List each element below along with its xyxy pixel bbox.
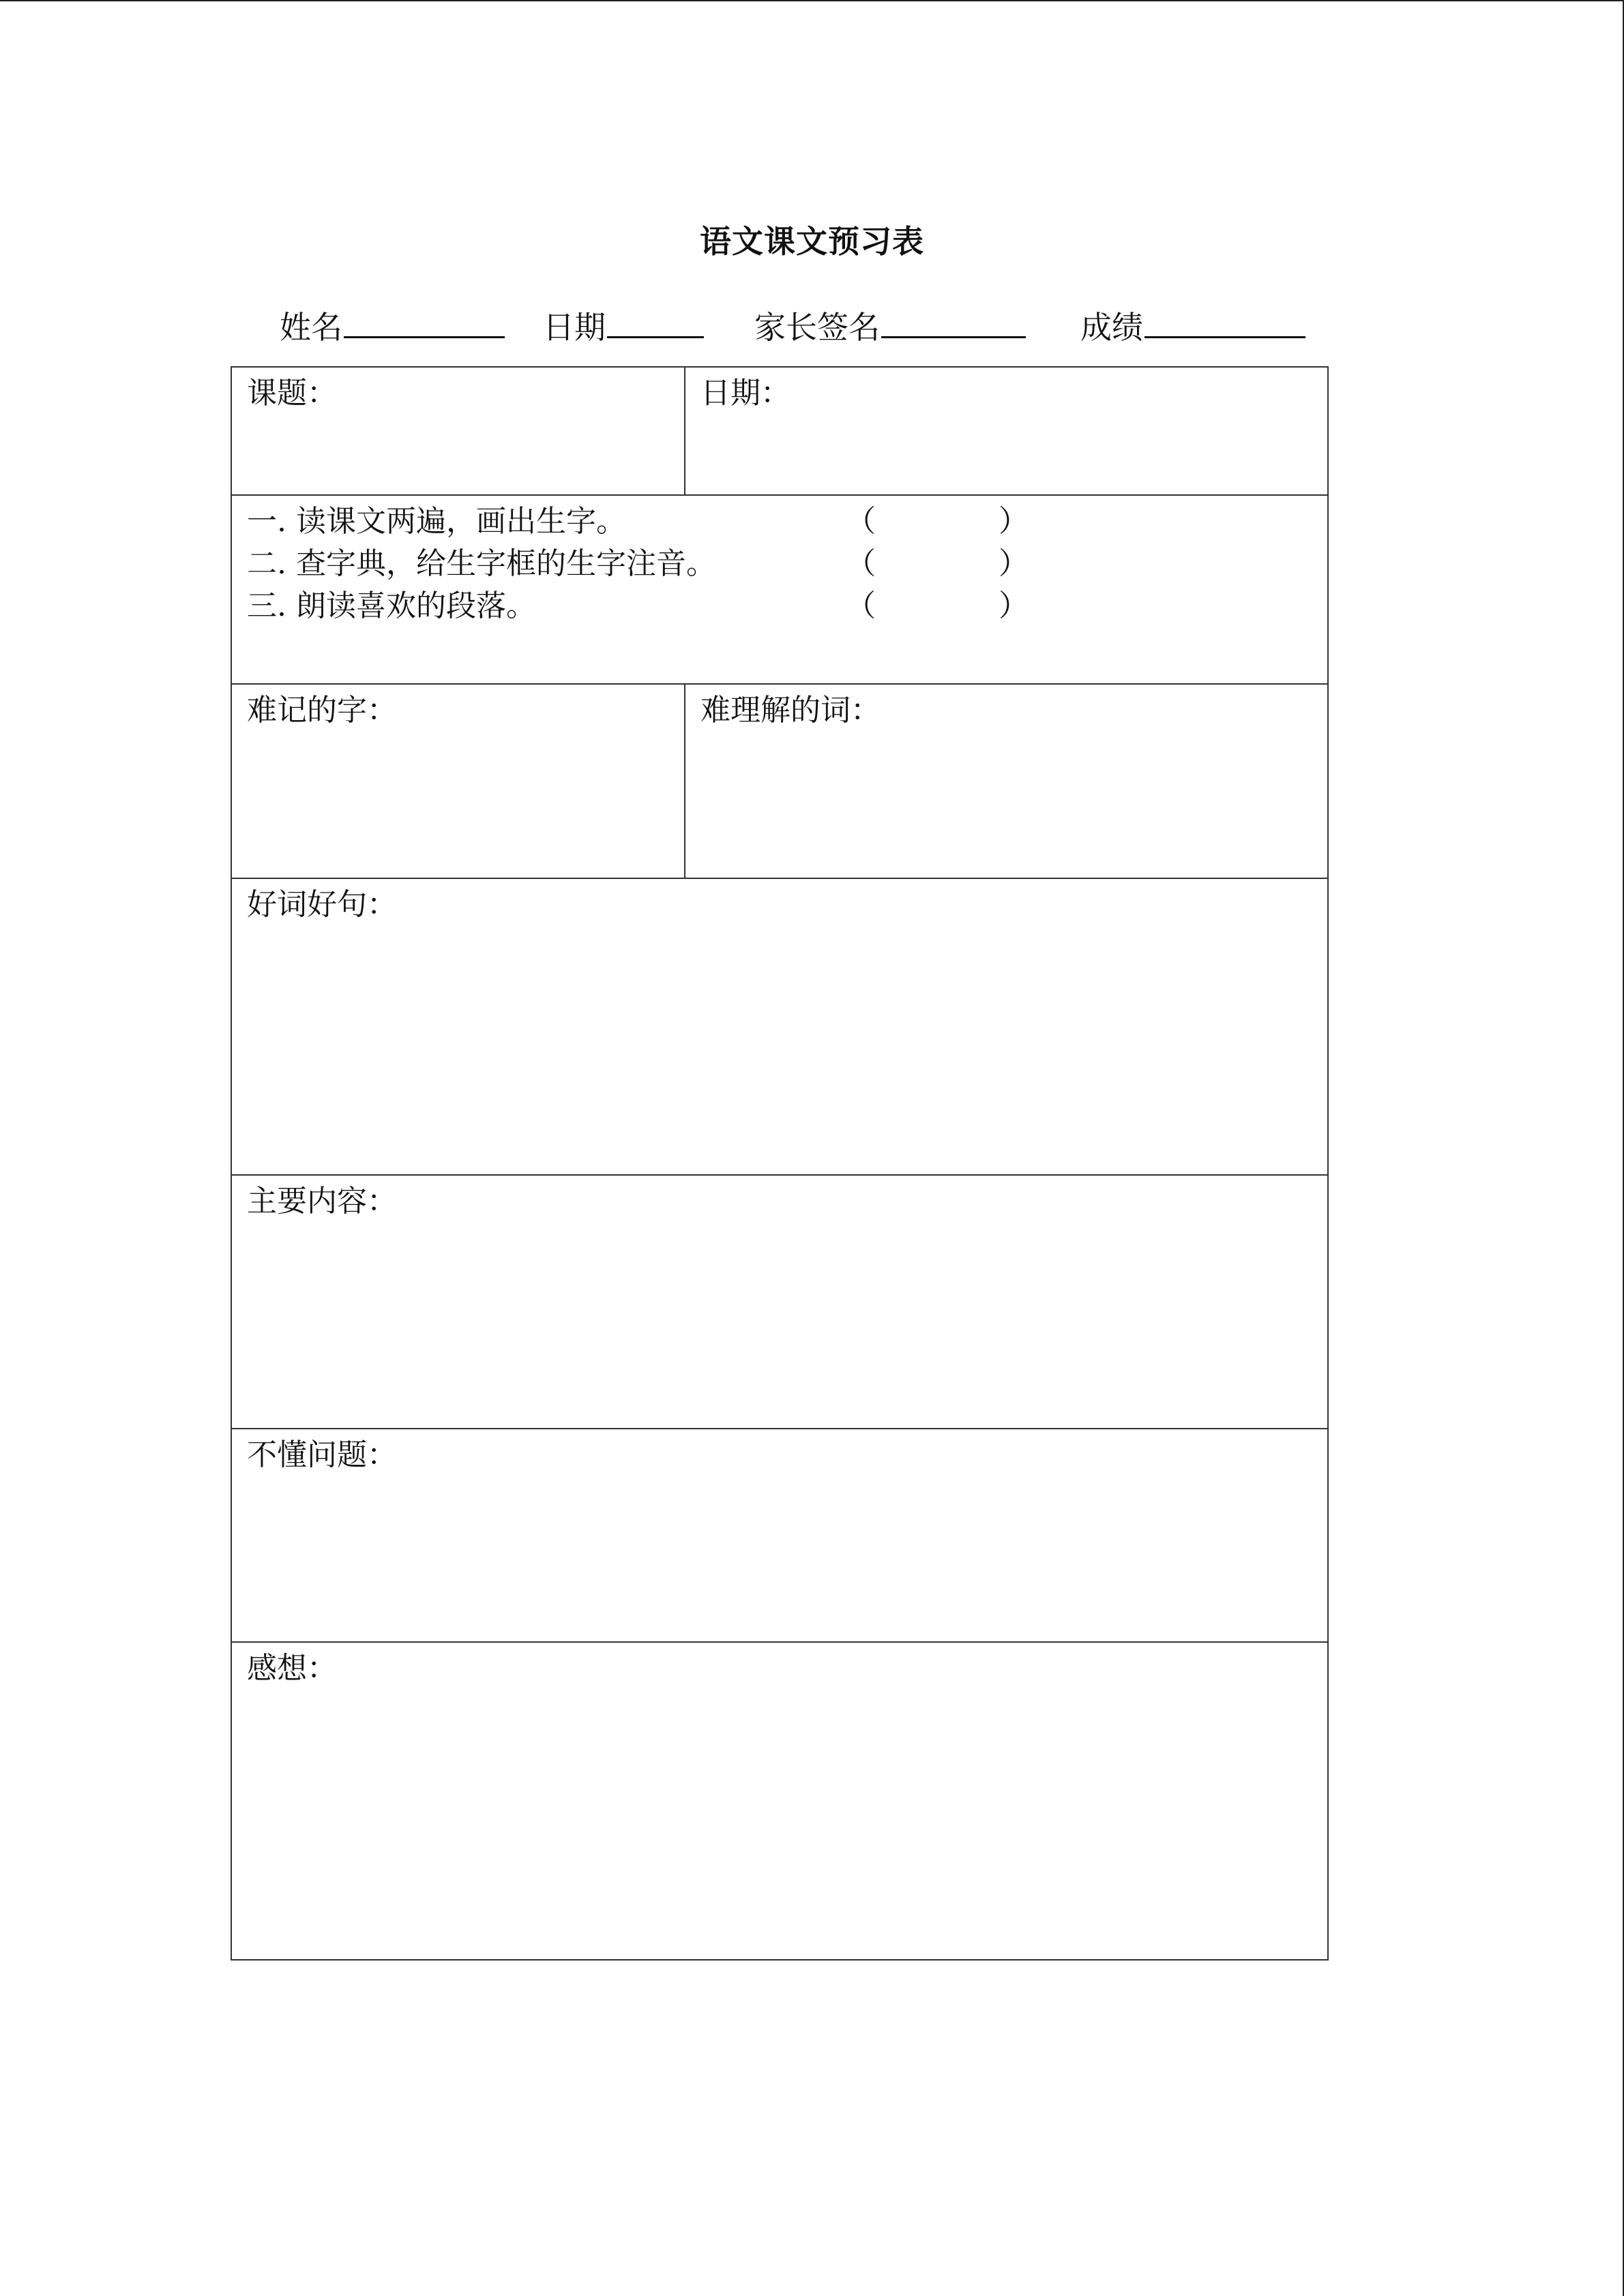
date-field[interactable] (543, 303, 704, 348)
good-phrases-row (231, 878, 1328, 1175)
score-label: 成绩 (1080, 309, 1143, 346)
task-item (247, 586, 1312, 628)
main-content-cell[interactable] (231, 1175, 1328, 1429)
questions-label: 不懂问题： (247, 1437, 397, 1472)
lesson-date-label: 日期： (700, 376, 791, 411)
task-check-close[interactable]: ） (999, 588, 1029, 623)
vocab-row (231, 684, 1328, 878)
lesson-date-cell[interactable] (685, 367, 1328, 495)
main-content-row (231, 1175, 1328, 1429)
hard-chars-cell[interactable] (231, 684, 685, 878)
task-check-close[interactable]: ） (999, 504, 1029, 539)
hard-words-cell[interactable] (685, 684, 1328, 878)
task-check-close[interactable]: ） (999, 546, 1029, 581)
name-label: 姓名 (280, 309, 342, 346)
date-label: 日期 (543, 309, 606, 346)
parent-signature-blank[interactable] (881, 305, 1026, 338)
task-text: 二. 查字典，给生字框的生字注音。 (247, 546, 716, 581)
parent-signature-field[interactable] (754, 303, 1026, 348)
good-phrases-label: 好词好句： (247, 887, 397, 922)
score-blank[interactable] (1145, 305, 1305, 338)
task-text: 三. 朗读喜欢的段落。 (247, 588, 536, 623)
questions-cell[interactable] (231, 1429, 1328, 1642)
date-blank[interactable] (607, 305, 704, 338)
parent-signature-label: 家长签名 (754, 309, 880, 346)
task-text: 一. 读课文两遍，画出生字。 (247, 504, 626, 539)
thoughts-cell[interactable] (231, 1642, 1328, 1960)
good-phrases-cell[interactable] (231, 878, 1328, 1175)
topic-cell[interactable] (231, 367, 685, 495)
page-title: 语文课文预习表 (700, 223, 924, 260)
thoughts-row (231, 1642, 1328, 1960)
thoughts-label: 感想： (247, 1651, 337, 1686)
student-info-row (0, 303, 1624, 344)
score-field[interactable] (1080, 303, 1305, 348)
name-blank[interactable] (344, 305, 505, 338)
topic-label: 课题： (247, 376, 337, 411)
questions-row (231, 1429, 1328, 1642)
name-field[interactable] (280, 303, 505, 348)
hard-chars-label: 难记的字： (247, 693, 397, 728)
task-item (247, 501, 1312, 543)
task-check-open[interactable]: （ (846, 546, 876, 581)
preview-form-table (231, 366, 1329, 1960)
task-check-open[interactable]: （ (846, 504, 876, 539)
topic-row (231, 367, 1328, 495)
tasks-row (231, 495, 1328, 684)
main-content-label: 主要内容： (247, 1184, 397, 1219)
task-item (247, 543, 1312, 586)
hard-words-label: 难理解的词： (700, 693, 881, 728)
page-top-border (0, 0, 1624, 1)
task-check-open[interactable]: （ (846, 588, 876, 623)
tasks-cell (231, 495, 1328, 684)
